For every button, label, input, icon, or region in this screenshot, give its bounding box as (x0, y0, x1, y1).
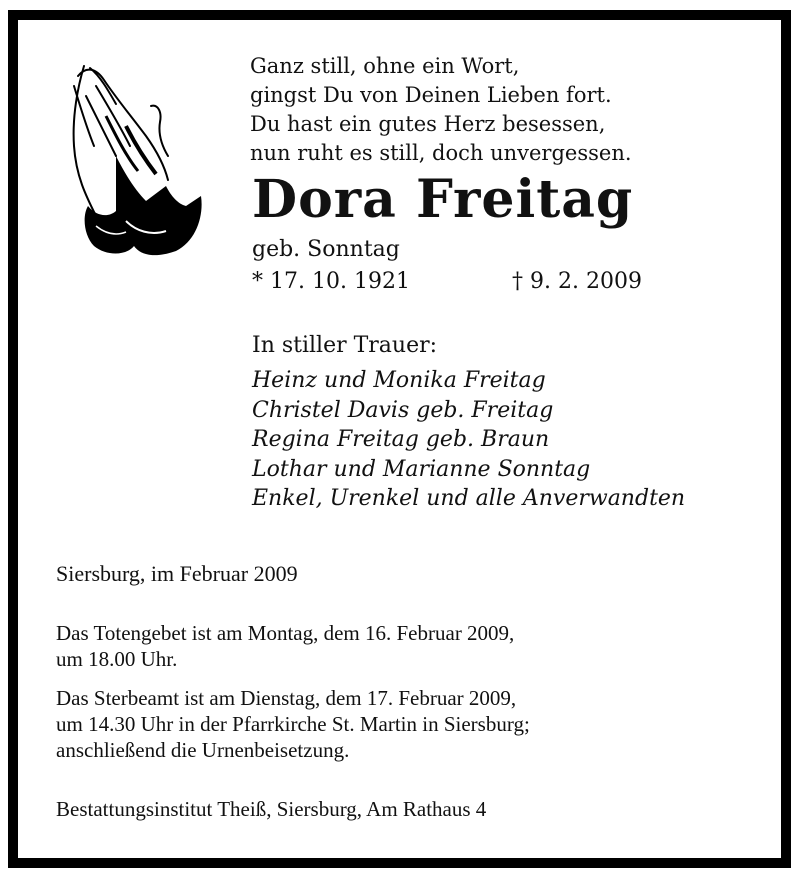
poem (250, 52, 632, 168)
mourner: Heinz und Monika Freitag (252, 368, 546, 393)
maiden-name: geb. Sonntag (252, 237, 400, 262)
service-line: Das Sterbeamt ist am Dienstag, dem 17. Februar 2009, (56, 686, 517, 710)
service-requiem (56, 685, 530, 763)
mourner: Lothar und Marianne Sonntag (252, 456, 591, 482)
mourner: Christel Davis geb. Freitag (252, 397, 554, 423)
mourning-label: In stiller Trauer: (252, 333, 438, 358)
poem-line: Du hast ein gutes Herz besessen, (250, 112, 606, 136)
death-date: † 9. 2. 2009 (512, 269, 642, 294)
birth-date: * 17. 10. 1921 (252, 269, 410, 294)
mourners-list (252, 366, 685, 514)
service-line: anschließend die Urnenbeisetzung. (56, 738, 350, 762)
mourner: Regina Freitag geb. Braun (252, 427, 550, 452)
service-line: Das Totengebet ist am Montag, dem 16. Februar 2009, (56, 621, 515, 645)
undertaker: Bestattungsinstitut Theiß, Siersburg, Am Rathaus 4 (56, 797, 487, 821)
place-date: Siersburg, im Februar 2009 (56, 561, 298, 586)
service-prayer (56, 620, 514, 672)
service-line: um 14.30 Uhr in der Pfarrkirche St. Martin in Siersburg; (56, 712, 530, 736)
service-line: um 18.00 Uhr. (56, 647, 178, 671)
poem-line: gingst Du von Deinen Lieben fort. (250, 83, 612, 107)
poem-line: Ganz still, ohne ein Wort, (250, 54, 520, 78)
praying-hands-icon (56, 46, 206, 266)
poem-line: nun ruht es still, doch unvergessen. (250, 141, 632, 165)
mourner: Enkel, Urenkel und alle Anverwandten (252, 486, 686, 511)
deceased-name: Dora Freitag (252, 169, 634, 230)
